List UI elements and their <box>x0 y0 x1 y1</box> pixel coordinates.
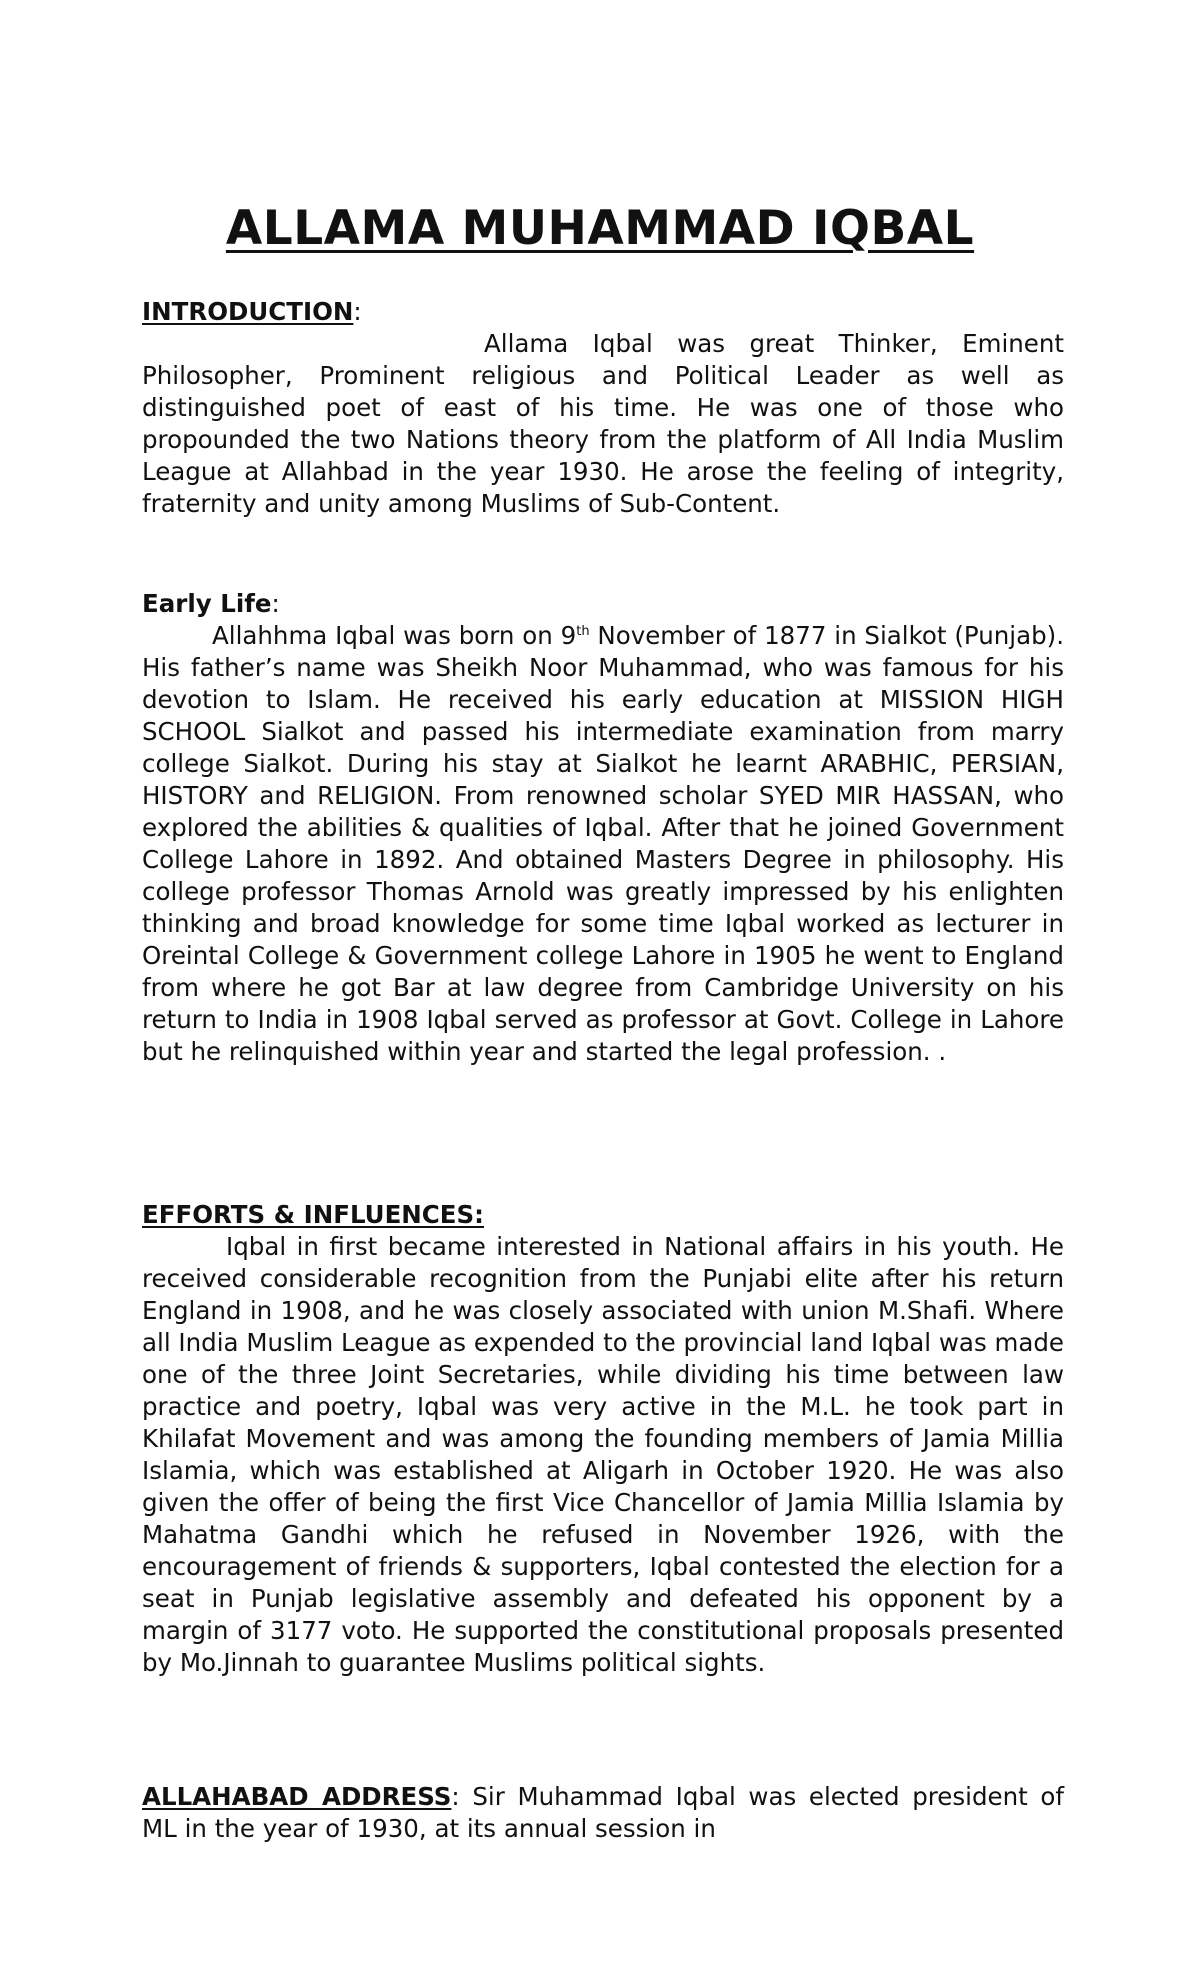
introduction-paragraph: Allama Iqbal was great Thinker, Eminent Philosopher, Prominent religious and Political Leader as well as distinguished poet of east of his time. He was one of those who propounded the two Nations theory from the platform of All India Muslim League at Allahbad in the year 1930. He arose the feeling of integrity, fraternity and unity among Muslims of Sub-Content. <box>142 329 1064 518</box>
early-life-paragraph: Allahhma Iqbal was born on 9th November of 1877 in Sialkot (Punjab). His father’s name was Sheikh Noor Muhammad, who was famous for his devotion to Islam. He received his early education at MISSION HIGH SCHOOL Sialkot and passed his intermediate examination from marry college Sialkot. During his stay at Sialkot he learnt ARABHIC, PERSIAN, HISTORY and RELIGION. From renowned scholar SYED MIR HASSAN, who explored the abilities & qualities of Iqbal. After that he joined Government College Lahore in 1892. And obtained Masters Degree in philosophy. His college professor Thomas Arnold was greatly impressed by his enlighten thinking and broad knowledge for some time Iqbal worked as lecturer in Oreintal College & Government college Lahore in 1905 he went to England from where he got Bar at law degree from Cambridge University on his return to India in 1908 Iqbal served as professor at Govt. College in Lahore but he relinquished within year and started the legal profession. . <box>142 621 1065 1066</box>
efforts-heading-line <box>142 1199 1064 1231</box>
allahabad-heading: ALLAHABAD ADDRESS <box>142 1782 452 1811</box>
efforts-section <box>142 1199 1064 1679</box>
introduction-section <box>142 296 1064 520</box>
early-life-heading: Early Life <box>142 589 272 618</box>
early-life-section <box>142 588 1064 1068</box>
introduction-heading: INTRODUCTION <box>142 297 354 326</box>
introduction-heading-line: INTRODUCTION: <box>142 297 362 326</box>
efforts-heading: EFFORTS & INFLUENCES: <box>142 1200 484 1229</box>
allahabad-paragraph: ALLAHABAD ADDRESS: Sir Muhammad Iqbal was elected president of ML in the year of 1930, at its annual session in <box>142 1782 1064 1843</box>
efforts-paragraph: Iqbal in first became interested in National affairs in his youth. He received considerable recognition from the Punjabi elite after his return England in 1908, and he was closely associated with union M.Shafi. Where all India Muslim League as expended to the provincial land Iqbal was made one of the three Joint Secretaries, while dividing his time between law practice and poetry, Iqbal was very active in the M.L. he took part in Khilafat Movement and was among the founding members of Jamia Millia Islamia, which was established at Aligarh in October 1920. He was also given the offer of being the first Vice Chancellor of Jamia Millia Islamia by Mahatma Gandhi which he refused in November 1926, with the encouragement of friends & supporters, Iqbal contested the election for a seat in Punjab legislative assembly and defeated his opponent by a margin of 3177 voto. He supported the constitutional proposals presented by Mo.Jinnah to guarantee Muslims political sights. <box>142 1232 1065 1677</box>
document-title: ALLAMA MUHAMMAD IQBAL <box>225 201 975 256</box>
early-life-heading-line: Early Life: <box>142 589 280 618</box>
allahabad-section <box>142 1781 1064 1845</box>
